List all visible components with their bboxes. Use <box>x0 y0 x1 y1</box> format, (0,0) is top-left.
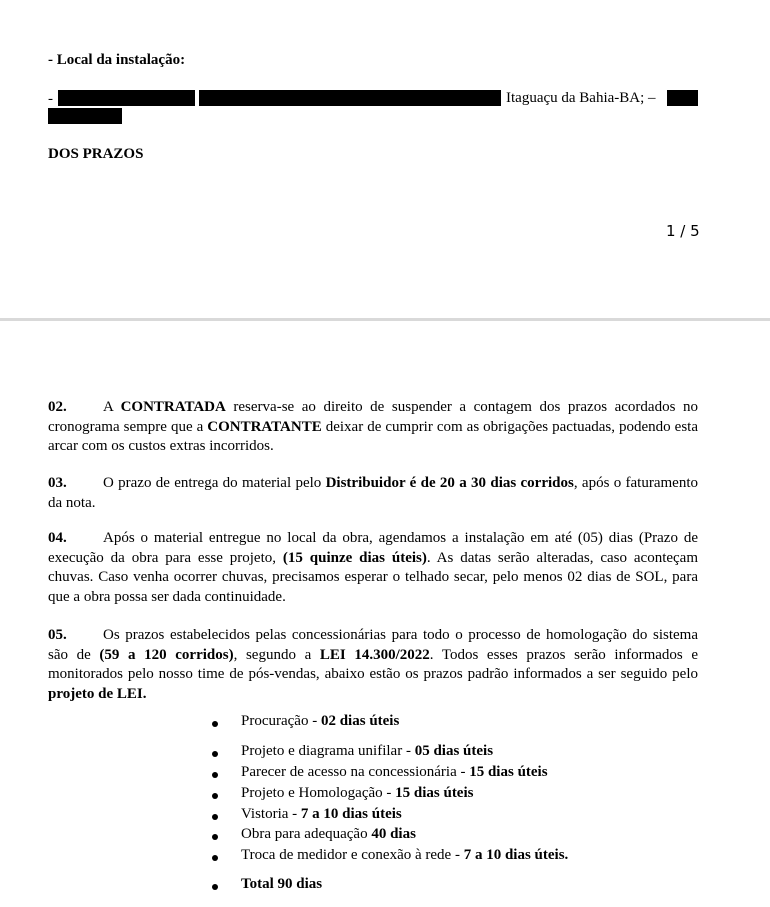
item-value: Total 90 dias <box>241 876 323 892</box>
paragraph-number: 02. <box>48 399 67 415</box>
bullet-icon <box>212 772 218 778</box>
installation-location-heading: - Local da instalação: <box>48 52 186 68</box>
item-label: Vistoria - <box>241 806 301 822</box>
bullet-icon <box>212 793 218 799</box>
text: O prazo de entrega do material pelo <box>103 475 326 491</box>
bullet-icon <box>212 855 218 861</box>
delivery-term-bold: Distribuidor é de 20 a 30 dias corridos <box>325 475 574 491</box>
page-number: 1 / 5 <box>666 222 700 240</box>
paragraph-05 <box>48 626 698 704</box>
bullet-icon <box>212 751 218 757</box>
paragraph-number: 03. <box>48 475 67 491</box>
text: A <box>103 399 121 415</box>
law-reference-bold: LEI 14.300/2022 <box>319 646 430 663</box>
item-value: 40 dias <box>371 826 416 842</box>
item-value: 02 dias úteis <box>320 713 400 729</box>
item-label: Parecer de acesso na concessionária - <box>241 764 470 780</box>
address-city: Itaguaçu da Bahia-BA; – <box>506 90 656 106</box>
bullet-icon <box>212 814 218 820</box>
redaction-bar <box>58 90 195 106</box>
text: , segundo a <box>233 646 320 663</box>
paragraph-number: 04. <box>48 530 67 546</box>
paragraph-02 <box>48 398 698 457</box>
item-value: 15 dias úteis <box>395 785 474 801</box>
address-dash: - <box>48 91 53 107</box>
paragraph-number: 05. <box>48 627 67 643</box>
redaction-bar <box>199 90 501 106</box>
item-value: 7 a 10 dias úteis <box>300 806 402 822</box>
text: , após o faturamento da nota. <box>48 475 698 511</box>
paragraph-04 <box>48 529 698 607</box>
execution-term-bold: (15 quinze dias úteis) <box>282 549 427 566</box>
contratante-bold: CONTRATANTE <box>207 418 322 435</box>
bullet-icon <box>212 834 218 840</box>
bullet-icon <box>212 721 218 727</box>
homologation-term-bold: (59 a 120 corridos) <box>99 646 234 663</box>
item-value: 7 a 10 dias úteis. <box>463 847 569 863</box>
projeto-lei-bold: projeto de LEI. <box>48 685 147 702</box>
document-page-2 <box>0 321 770 907</box>
redaction-bar <box>667 90 698 106</box>
item-value: 15 dias úteis <box>469 764 548 780</box>
document-page-1 <box>0 0 770 318</box>
redaction-bar <box>48 108 122 124</box>
text: . As datas serão alteradas, caso aconteçam chuvas. Caso venha ocorrer chuvas, precisamos esperar o telhado secar, pelo menos 02 dias de SOL, para que a obra possa ser dada continuidade. <box>48 549 699 605</box>
item-label: Troca de medidor e conexão à rede - <box>241 847 464 863</box>
paragraph-03 <box>48 474 698 513</box>
item-label: Projeto e diagrama unifilar - <box>241 743 415 759</box>
text: . Todos esses prazos serão informados e monitorados pelo nosso time de pós-vendas, abaixo estão os prazos padrão informados a ser seguido pelo <box>48 646 699 682</box>
prazos-heading: DOS PRAZOS <box>48 146 144 162</box>
text: Os prazos estabelecidos pelas concessionárias para todo o processo de homologação do sistema são de <box>48 627 698 663</box>
bullet-icon <box>212 884 218 890</box>
text: reserva-se ao direito de suspender a contagem dos prazos acordados no cronograma sempre que a <box>48 399 698 435</box>
item-label: Procuração - <box>241 713 321 729</box>
item-label: Projeto e Homologação - <box>241 785 396 801</box>
text: deixar de cumprir com as obrigações pactuadas, podendo esta arcar com os custos extras incorridos. <box>48 418 698 454</box>
text: Após o material entregue no local da obra, agendamos a instalação em até (05) dias (Prazo de execução da obra para esse projeto, <box>48 530 698 566</box>
item-value: 05 dias úteis <box>414 743 494 759</box>
contratada-bold: CONTRATADA <box>120 399 226 415</box>
item-label: Obra para adequação <box>241 826 372 842</box>
